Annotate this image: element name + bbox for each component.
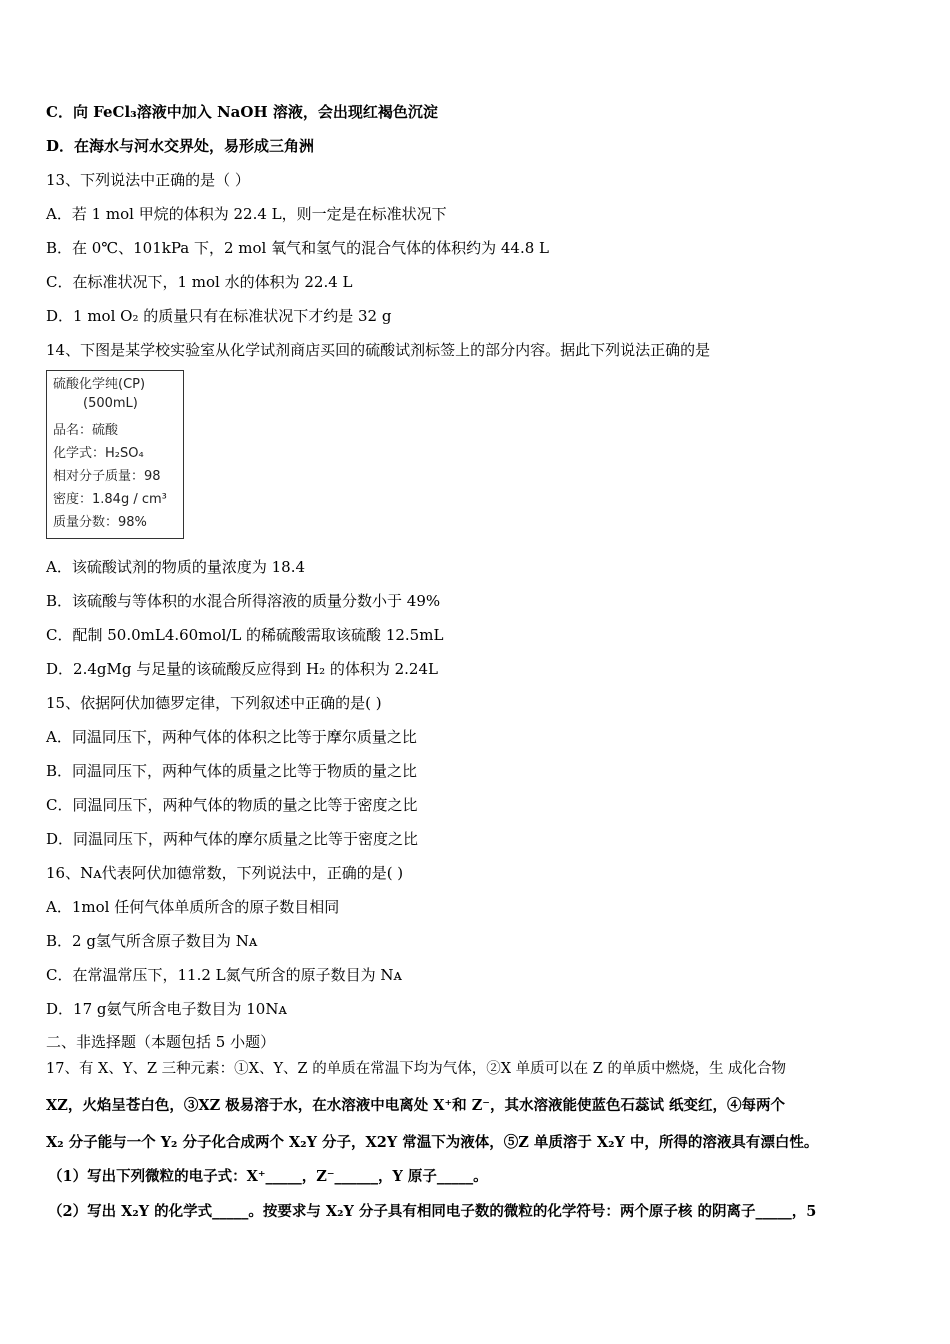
option-14c: C．配制 50.0mL4.60mol/L 的稀硫酸需取该硫酸 12.5mL xyxy=(46,626,444,644)
question-17-part-1: （1）写出下列微粒的电子式：X⁺_____，Z⁻______，Y 原子_____。 xyxy=(48,1168,488,1185)
question-17-line-1: 17、有 X、Y、Z 三种元素：①X、Y、Z 的单质在常温下均为气体，②X 单质可以在 Z 的单质中燃烧，生 成化合物 xyxy=(46,1061,787,1077)
option-15d: D．同温同压下，两种气体的摩尔质量之比等于密度之比 xyxy=(46,830,419,848)
label-title: 硫酸化学纯(CP) xyxy=(53,377,146,392)
option-13a: A．若 1 mol 甲烷的体积为 22.4 L，则一定是在标准状况下 xyxy=(46,205,447,223)
question-17-part-2: （2）写出 X₂Y 的化学式_____。按要求与 X₂Y 分子具有相同电子数的微粒的化学符号：两个原子核 的阴离子_____，5 xyxy=(48,1203,817,1220)
question-16-stem: 16、Nᴀ代表阿伏加德常数，下列说法中，正确的是( ) xyxy=(46,864,404,882)
option-15c: C．同温同压下，两种气体的物质的量之比等于密度之比 xyxy=(46,796,418,814)
option-13d: D．1 mol O₂ 的质量只有在标准状况下才约是 32 g xyxy=(46,307,392,325)
option-15b: B．同温同压下，两种气体的质量之比等于物质的量之比 xyxy=(46,762,418,780)
label-formula: 化学式：H₂SO₄ xyxy=(53,446,144,461)
section-2-heading: 二、非选择题（本题包括 5 小题） xyxy=(46,1033,276,1051)
option-16d: D．17 g氨气所含电子数目为 10Nᴀ xyxy=(46,1000,287,1018)
option-12c: C．向 FeCl₃溶液中加入 NaOH 溶液，会出现红褐色沉淀 xyxy=(46,103,438,121)
question-17-line-2: XZ，火焰呈苍白色，③XZ 极易溶于水，在水溶液中电离处 X⁺和 Z⁻，其水溶液能使蓝色石蕊试 纸变红，④每两个 xyxy=(46,1097,786,1114)
option-13b: B．在 0℃、101kPa 下，2 mol 氧气和氢气的混合气体的体积约为 44.8 L xyxy=(46,239,549,257)
option-16c: C．在常温常压下，11.2 L氮气所含的原子数目为 Nᴀ xyxy=(46,966,402,984)
option-16b: B．2 g氢气所含原子数目为 Nᴀ xyxy=(46,932,258,950)
option-12d: D．在海水与河水交界处，易形成三角洲 xyxy=(46,137,315,155)
label-density: 密度：1.84g / cm³ xyxy=(53,492,167,507)
option-16a: A．1mol 任何气体单质所含的原子数目相同 xyxy=(46,898,340,916)
option-13c: C．在标准状况下，1 mol 水的体积为 22.4 L xyxy=(46,273,353,291)
option-14a: A．该硫酸试剂的物质的量浓度为 18.4 xyxy=(46,558,306,576)
reagent-label-image xyxy=(46,370,184,539)
label-name: 品名：硫酸 xyxy=(53,423,119,438)
label-volume: (500mL) xyxy=(83,396,138,411)
label-molar-mass: 相对分子质量：98 xyxy=(53,469,161,484)
option-14b: B．该硫酸与等体积的水混合所得溶液的质量分数小于 49% xyxy=(46,592,441,610)
question-17-line-3: X₂ 分子能与一个 Y₂ 分子化合成两个 X₂Y 分子，X2Y 常温下为液体，⑤Z 单质溶于 X₂Y 中，所得的溶液具有漂白性。 xyxy=(46,1134,819,1151)
label-mass-fraction: 质量分数：98% xyxy=(53,515,147,530)
option-14d: D．2.4gMg 与足量的该硫酸反应得到 H₂ 的体积为 2.24L xyxy=(46,660,438,678)
question-13-stem: 13、下列说法中正确的是（ ） xyxy=(46,171,250,189)
option-15a: A．同温同压下，两种气体的体积之比等于摩尔质量之比 xyxy=(46,728,417,746)
question-14-stem: 14、下图是某学校实验室从化学试剂商店买回的硫酸试剂标签上的部分内容。据此下列说法正确的是 xyxy=(46,341,711,359)
question-15-stem: 15、依据阿伏加德罗定律，下列叙述中正确的是( ) xyxy=(46,694,382,712)
